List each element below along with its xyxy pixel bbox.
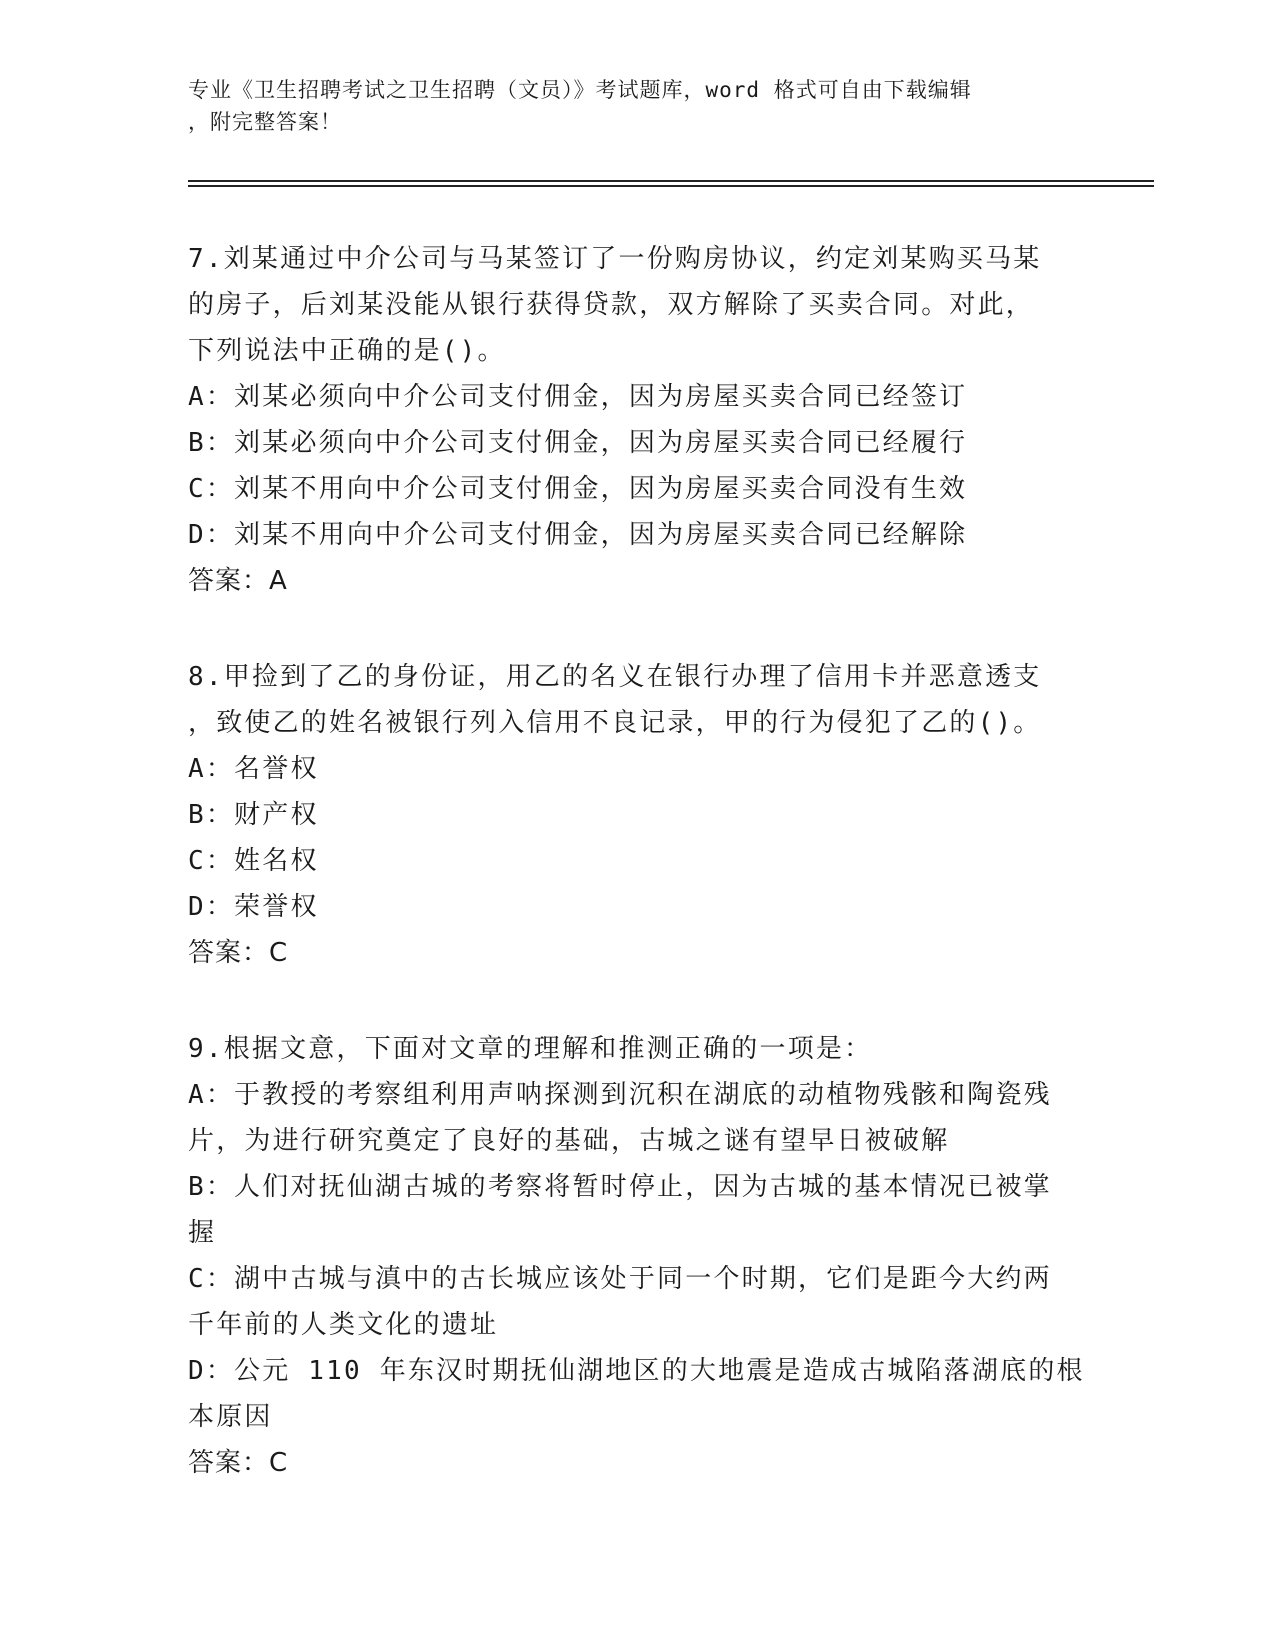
option-a: A：名誉权 (188, 754, 319, 784)
question-9 (188, 1026, 1088, 1486)
option-a: A：刘某必须向中介公司支付佣金，因为房屋买卖合同已经签订 (188, 382, 968, 412)
question-list (188, 236, 1088, 1536)
option-d: D：公元 110 年东汉时期抚仙湖地区的大地震是造成古城陷落湖底的根 (188, 1356, 1085, 1386)
option-b: B：人们对抚仙湖古城的考察将暂时停止，因为古城的基本情况已被掌 (188, 1172, 1052, 1202)
option-d: D：刘某不用向中介公司支付佣金，因为房屋买卖合同已经解除 (188, 520, 968, 550)
question-8 (188, 654, 1088, 976)
option-d: D：荣誉权 (188, 892, 319, 922)
question-text: 9.根据文意，下面对文章的理解和推测正确的一项是： (188, 1034, 873, 1064)
option-c: C：湖中古城与滇中的古长城应该处于同一个时期，它们是距今大约两 (188, 1264, 1052, 1294)
answer-label: 答案：C (188, 938, 289, 968)
question-text: 的房子，后刘某没能从银行获得贷款，双方解除了买卖合同。对此， (188, 290, 1035, 320)
header-line: 专业《卫生招聘考试之卫生招聘（文员）》考试题库，word 格式可自由下载编辑 (188, 78, 972, 102)
option-b: B：刘某必须向中介公司支付佣金，因为房屋买卖合同已经履行 (188, 428, 968, 458)
answer-label: 答案：A (188, 566, 288, 596)
header-divider (188, 180, 1154, 182)
header-line: ，附完整答案！ (188, 110, 342, 134)
answer-label: 答案：C (188, 1448, 289, 1478)
question-text: 下列说法中正确的是()。 (188, 336, 506, 366)
option-c-continued: 千年前的人类文化的遗址 (188, 1310, 499, 1340)
option-d-continued: 本原因 (188, 1402, 273, 1432)
header-divider (188, 185, 1154, 187)
option-a-continued: 片，为进行研究奠定了良好的基础，古城之谜有望早日被破解 (188, 1126, 950, 1156)
question-text: ，致使乙的姓名被银行列入信用不良记录，甲的行为侵犯了乙的()。 (188, 708, 1042, 738)
option-c: C：刘某不用向中介公司支付佣金，因为房屋买卖合同没有生效 (188, 474, 968, 504)
document-header (188, 74, 1088, 138)
question-7 (188, 236, 1088, 604)
question-text: 8.甲捡到了乙的身份证，用乙的名义在银行办理了信用卡并恶意透支 (188, 662, 1042, 692)
question-text: 7.刘某通过中介公司与马某签订了一份购房协议，约定刘某购买马某 (188, 244, 1042, 274)
option-b-continued: 握 (188, 1218, 217, 1248)
option-c: C：姓名权 (188, 846, 319, 876)
option-a: A：于教授的考察组利用声呐探测到沉积在湖底的动植物残骸和陶瓷残 (188, 1080, 1052, 1110)
option-b: B：财产权 (188, 800, 319, 830)
